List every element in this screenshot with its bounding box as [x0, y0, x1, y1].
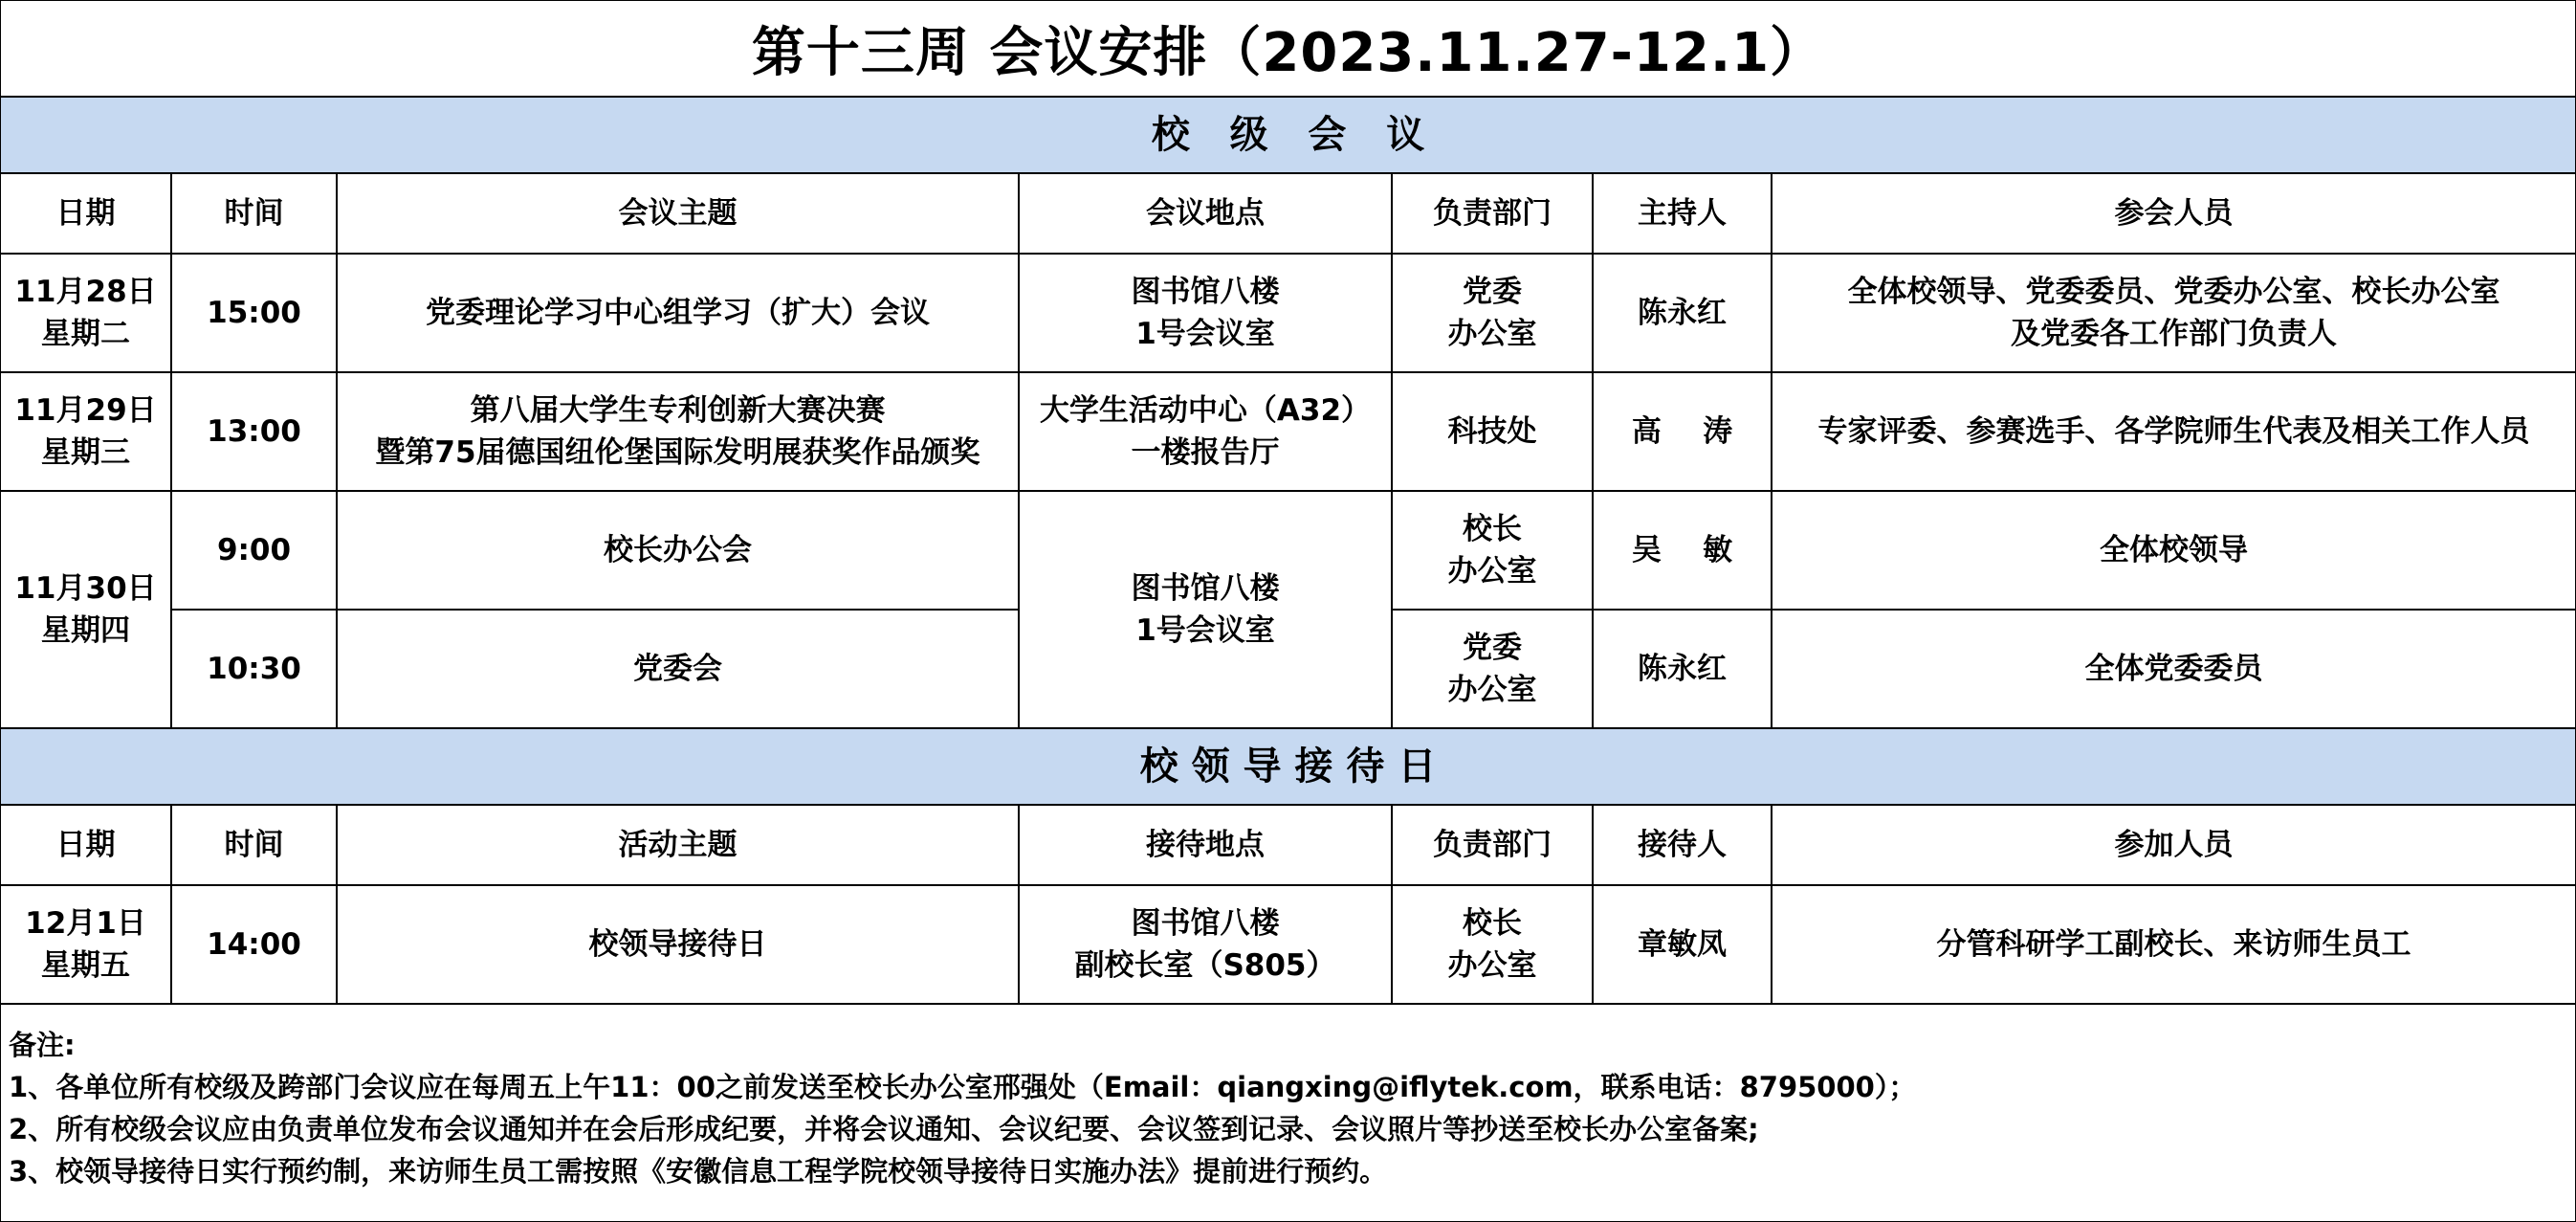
topic-cell: 校长办公会 [337, 491, 1019, 610]
location-cell [1019, 372, 1392, 491]
section-heading: 校 领 导 接 待 日 [1, 728, 2575, 805]
header-cell: 日期 [1, 805, 171, 885]
location-cell [1019, 491, 1392, 728]
topic-line: 暨第75届德国纽伦堡国际发明展获奖作品颁奖 [375, 435, 980, 470]
table-row [1, 372, 2575, 491]
department-line: 校长 [1463, 512, 1522, 546]
table-header-row [1, 173, 2575, 254]
date-cell [1, 372, 171, 491]
time-cell: 9:00 [171, 491, 337, 610]
note-line: 2、所有校级会议应由负责单位发布会议通知并在会后形成纪要，并将会议通知、会议纪要、会议签到记录、会议照片等抄送至校长办公室备案; [9, 1113, 1759, 1145]
attendees-line: 及党委各工作部门负责人 [2011, 317, 2338, 351]
department-cell [1392, 254, 1593, 372]
location-line: 1号会议室 [1135, 317, 1275, 351]
note-line: 1、各单位所有校级及跨部门会议应在每周五上午11：00之前发送至校长办公室邢强处（Email：qiangxing@iflytek.com，联系电话：8795000）； [9, 1071, 1917, 1103]
weekday-text: 星期三 [41, 435, 130, 470]
time-cell: 13:00 [171, 372, 337, 491]
header-cell: 日期 [1, 173, 171, 254]
host-cell: 吴 敏 [1593, 491, 1772, 610]
date-text: 12月1日 [25, 906, 146, 941]
header-cell: 会议主题 [337, 173, 1019, 254]
attendees-cell: 全体党委委员 [1772, 610, 2575, 728]
topic-cell: 党委理论学习中心组学习（扩大）会议 [337, 254, 1019, 372]
time-cell: 14:00 [171, 885, 337, 1004]
department-line: 校长 [1463, 906, 1522, 941]
host-cell: 高 涛 [1593, 372, 1772, 491]
section-reception-day [1, 728, 2575, 805]
department-line: 办公室 [1447, 554, 1537, 589]
location-cell [1019, 254, 1392, 372]
attendees-cell: 分管科研学工副校长、来访师生员工 [1772, 885, 2575, 1004]
header-cell: 负责部门 [1392, 805, 1593, 885]
host-cell: 章敏凤 [1593, 885, 1772, 1004]
header-cell: 时间 [171, 173, 337, 254]
section-school-meetings [1, 98, 2575, 173]
attendees-cell [1772, 254, 2575, 372]
topic-cell [337, 372, 1019, 491]
host-cell: 陈永红 [1593, 610, 1772, 728]
host-cell: 陈永红 [1593, 254, 1772, 372]
header-cell: 接待地点 [1019, 805, 1392, 885]
department-line: 办公室 [1447, 317, 1537, 351]
header-cell: 参会人员 [1772, 173, 2575, 254]
topic-cell: 校领导接待日 [337, 885, 1019, 1004]
time-cell: 10:30 [171, 610, 337, 728]
department-line: 办公室 [1447, 948, 1537, 983]
section-heading: 校 级 会 议 [1, 98, 2575, 173]
topic-line: 第八届大学生专利创新大赛决赛 [470, 393, 886, 428]
location-line: 一楼报告厅 [1131, 435, 1280, 470]
weekday-text: 星期二 [41, 317, 130, 351]
date-cell [1, 885, 171, 1004]
location-line: 大学生活动中心（A32） [1039, 393, 1372, 428]
attendees-line: 全体校领导、党委委员、党委办公室、校长办公室 [1847, 275, 2500, 309]
department-cell [1392, 885, 1593, 1004]
department-line: 办公室 [1447, 673, 1537, 707]
weekday-text: 星期四 [41, 613, 130, 648]
location-cell [1019, 885, 1392, 1004]
date-text: 11月30日 [14, 571, 157, 606]
date-text: 11月28日 [14, 275, 157, 309]
table-header-row [1, 805, 2575, 885]
date-cell [1, 254, 171, 372]
department-cell: 科技处 [1392, 372, 1593, 491]
header-cell: 负责部门 [1392, 173, 1593, 254]
schedule-table [1, 98, 2575, 1005]
note-line: 3、校领导接待日实行预约制，来访师生员工需按照《安徽信息工程学院校领导接待日实施办法》提前进行预约。 [9, 1155, 1388, 1188]
location-line: 图书馆八楼 [1131, 275, 1280, 309]
table-row [1, 491, 2575, 610]
location-line: 副校长室（S805） [1074, 948, 1336, 983]
department-cell [1392, 610, 1593, 728]
table-row [1, 885, 2575, 1004]
attendees-cell: 全体校领导 [1772, 491, 2575, 610]
notes-label: 备注: [9, 1029, 76, 1061]
department-cell [1392, 491, 1593, 610]
header-cell: 活动主题 [337, 805, 1019, 885]
date-cell [1, 491, 171, 728]
location-line: 图书馆八楼 [1131, 571, 1280, 606]
date-text: 11月29日 [14, 393, 157, 428]
header-cell: 时间 [171, 805, 337, 885]
location-line: 1号会议室 [1135, 613, 1275, 648]
header-cell: 会议地点 [1019, 173, 1392, 254]
location-line: 图书馆八楼 [1131, 906, 1280, 941]
notes-block [1, 1005, 2575, 1192]
table-row [1, 254, 2575, 372]
attendees-cell: 专家评委、参赛选手、各学院师生代表及相关工作人员 [1772, 372, 2575, 491]
department-line: 党委 [1463, 275, 1522, 309]
time-cell: 15:00 [171, 254, 337, 372]
header-cell: 主持人 [1593, 173, 1772, 254]
page-title: 第十三周 会议安排（2023.11.27-12.1） [1, 1, 2575, 98]
weekday-text: 星期五 [41, 948, 130, 983]
header-cell: 参加人员 [1772, 805, 2575, 885]
header-cell: 接待人 [1593, 805, 1772, 885]
department-line: 党委 [1463, 631, 1522, 665]
topic-cell: 党委会 [337, 610, 1019, 728]
